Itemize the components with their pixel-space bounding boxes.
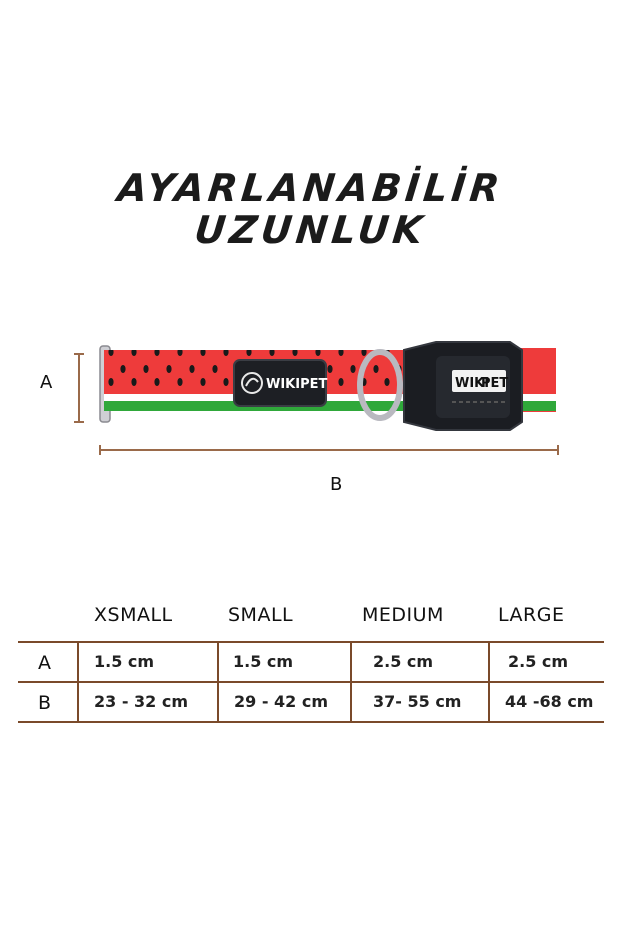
table-divider-4	[488, 641, 490, 723]
row-label-b: B	[38, 692, 52, 714]
header-medium: MEDIUM	[362, 604, 444, 626]
cell-a-large: 2.5 cm	[508, 652, 569, 671]
cell-b-xsmall: 23 - 32 cm	[94, 692, 189, 711]
title-line-2: UZUNLUK	[192, 208, 429, 252]
dimension-a-label: A	[40, 372, 53, 393]
buckle-brand-left: WIKI	[455, 376, 490, 391]
dimension-b-marker	[96, 443, 562, 457]
cell-a-medium: 2.5 cm	[373, 652, 434, 671]
table-divider-1	[77, 641, 79, 723]
table-divider-3	[350, 641, 352, 723]
cell-a-xsmall: 1.5 cm	[94, 652, 155, 671]
dog-collar-image	[0, 330, 621, 440]
header-xsmall: XSMALL	[94, 604, 173, 626]
table-divider-2	[217, 641, 219, 723]
cell-b-medium: 37- 55 cm	[373, 692, 462, 711]
row-label-a: A	[38, 652, 51, 674]
title-line-1: AYARLANABİLİR	[115, 166, 506, 210]
brand-tag-text: WIKIPET	[266, 377, 328, 392]
table-line-top	[18, 641, 604, 643]
buckle-brand-right: PET	[481, 376, 509, 391]
header-small: SMALL	[228, 604, 294, 626]
cell-b-small: 29 - 42 cm	[234, 692, 329, 711]
header-large: LARGE	[498, 604, 565, 626]
cell-b-large: 44 -68 cm	[505, 692, 594, 711]
table-line-middle	[18, 681, 604, 683]
cell-a-small: 1.5 cm	[233, 652, 294, 671]
table-line-bottom	[18, 721, 604, 723]
dimension-b-label: B	[330, 474, 343, 495]
